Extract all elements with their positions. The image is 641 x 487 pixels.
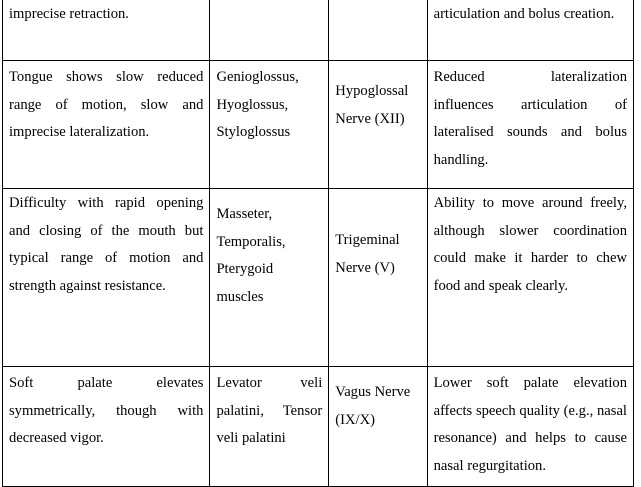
muscles-cell	[210, 0, 329, 61]
impact-cell: Reduced lateralization influences articulation of lateralised sounds and bolus handling.	[427, 61, 633, 189]
observation-cell: imprecise retraction.	[3, 0, 210, 61]
impact-cell: articulation and bolus creation.	[427, 0, 633, 61]
observation-cell: Soft palate elevates symmetrically, though with decreased vigor.	[3, 367, 210, 487]
muscles-cell: Levator veli palatini, Tensor veli palatini	[210, 367, 329, 487]
table-row	[3, 61, 634, 189]
clinical-findings-table	[2, 0, 634, 487]
nerve-cell: Hypoglossal Nerve (XII)	[329, 61, 427, 189]
table-row	[3, 0, 634, 61]
table-row	[3, 367, 634, 487]
impact-cell: Lower soft palate elevation affects speech quality (e.g., nasal resonance) and helps to cause nasal regurgitation.	[427, 367, 633, 487]
nerve-cell: Vagus Nerve (IX/X)	[329, 367, 427, 487]
muscles-cell: Genioglossus, Hyoglossus, Styloglossus	[210, 61, 329, 189]
impact-cell: Ability to move around freely, although slower coordination could make it harder to chew food and speak clearly.	[427, 189, 633, 367]
observation-cell: Difficulty with rapid opening and closing of the mouth but typical range of motion and strength against resistance.	[3, 189, 210, 367]
table-row	[3, 189, 634, 367]
nerve-cell: Trigeminal Nerve (V)	[329, 189, 427, 367]
muscles-cell: Masseter, Temporalis, Pterygoid muscles	[210, 189, 329, 367]
observation-cell: Tongue shows slow reduced range of motion, slow and imprecise lateralization.	[3, 61, 210, 189]
nerve-cell	[329, 0, 427, 61]
